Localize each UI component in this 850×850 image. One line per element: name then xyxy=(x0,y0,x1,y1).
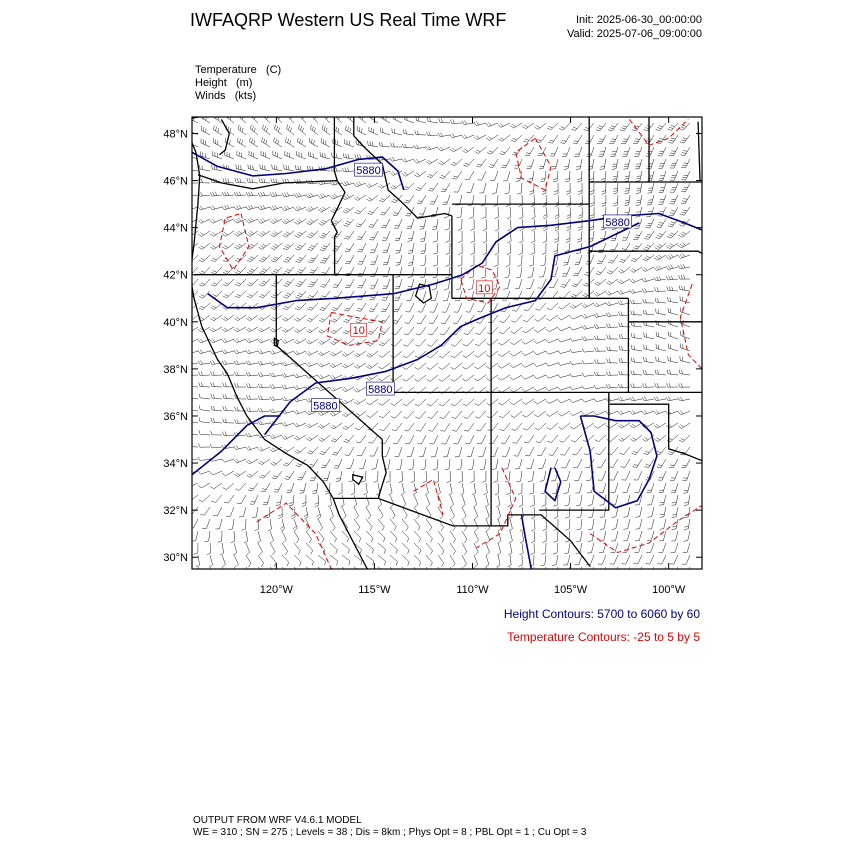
lon-tick-label: 120°W xyxy=(259,584,293,596)
init-time: Init: 2025-06-30_00:00:00 xyxy=(576,14,702,26)
height-contour-label: 5880 xyxy=(356,165,381,178)
lon-tick-label: 115°W xyxy=(358,584,391,596)
lat-tick-label: 48°N xyxy=(163,128,188,141)
lat-tick-label: 36°N xyxy=(163,410,188,423)
model-version: OUTPUT FROM WRF V4.6.1 MODEL xyxy=(193,815,362,826)
lat-tick-label: 30°N xyxy=(163,552,188,565)
plot-title: IWFAQRP Western US Real Time WRF xyxy=(190,10,507,30)
height-contour-legend: Height Contours: 5700 to 6060 by 60 xyxy=(503,607,700,621)
height-contour-label: 5880 xyxy=(368,384,393,397)
field-height: Height (m) xyxy=(195,77,253,89)
valid-time: Valid: 2025-07-06_09:00:00 xyxy=(567,28,702,40)
lat-tick-label: 38°N xyxy=(163,363,188,376)
lat-tick-label: 40°N xyxy=(163,316,188,329)
temperature-contour-label: 10 xyxy=(352,325,365,338)
temperature-contour-legend: Temperature Contours: -25 to 5 by 5 xyxy=(507,630,700,644)
lat-tick-label: 42°N xyxy=(163,269,188,282)
lat-tick-label: 44°N xyxy=(163,222,188,235)
lat-tick-label: 46°N xyxy=(163,175,188,188)
lon-tick-label: 110°W xyxy=(456,584,489,596)
height-contour-label: 5880 xyxy=(313,400,338,413)
field-temperature: Temperature (C) xyxy=(195,64,282,76)
field-winds: Winds (kts) xyxy=(195,90,257,102)
height-contour-label: 5880 xyxy=(605,216,630,229)
lon-tick-label: 100°W xyxy=(652,584,686,596)
lon-tick-label: 105°W xyxy=(554,584,588,596)
model-footer xyxy=(193,815,586,839)
model-settings: WE = 310 ; SN = 275 ; Levels = 38 ; Dis = 8km ; Phys Opt = 8 ; PBL Opt = 1 ; Cu Opt = 3 xyxy=(193,827,587,838)
lat-tick-label: 32°N xyxy=(163,505,188,518)
lat-tick-label: 34°N xyxy=(163,458,188,471)
map-background xyxy=(192,117,702,569)
temperature-contour-label: 10 xyxy=(478,282,491,295)
